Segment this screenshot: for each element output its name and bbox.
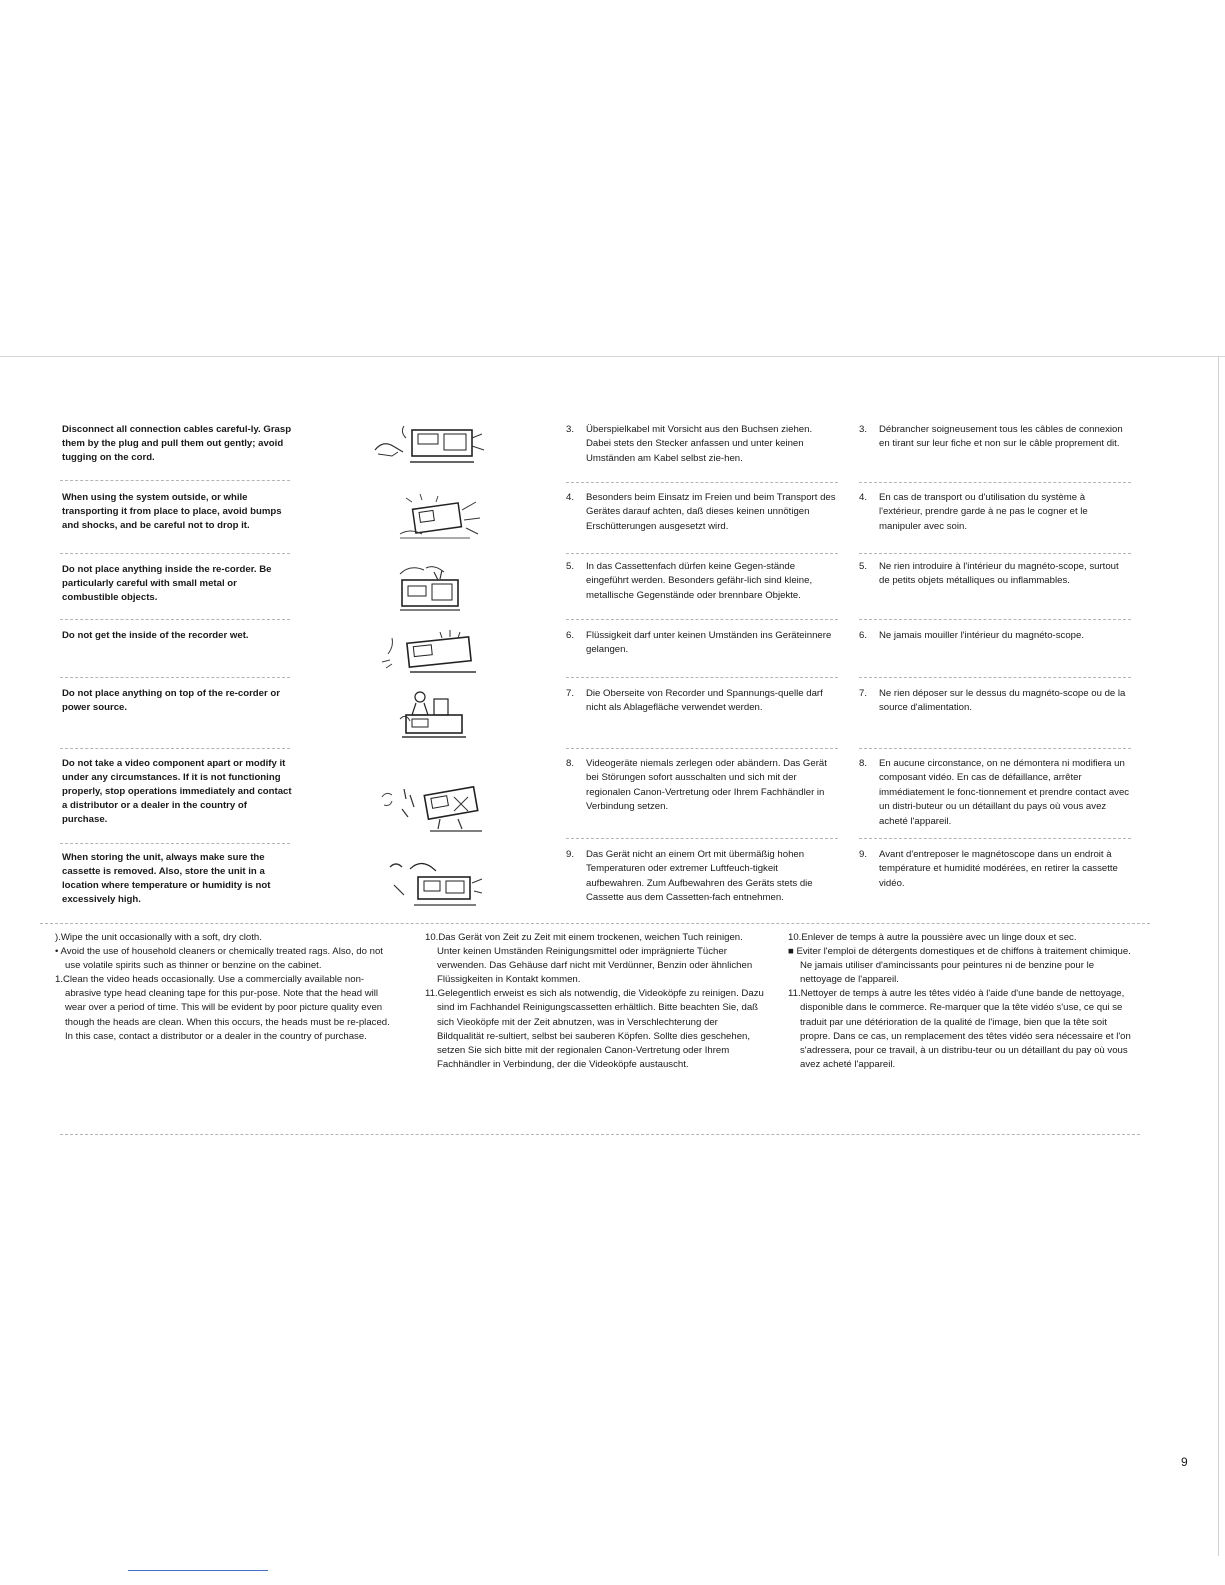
french-care-10: 10.Enlever de temps à autre la poussière avec un linge doux et sec.: [788, 932, 1077, 943]
german-care-11: 11.Gelegentlich erweist es sich als notwendig, die Videoköpfe zu reinigen. Dazu sind im Fachhandel Reinigungscassetten erhältlich. Bitte beachten Sie, daß sich Vieoköpfe mit der Zeit abnutzen, was in Verschlechterung der Bildqualität re-sultiert, selbst bei sauberen Köpfen. Sollte dies geschehen, setzen Sie sich bitte mit der regionalen Canon-Vertretung oder Ihrem Fachhändler in Verbindung, der die Videoköpfe austauscht.: [425, 988, 764, 1070]
storage-icon: [370, 857, 500, 912]
objects-on-top-icon: [370, 685, 500, 740]
english-item-7: When storing the unit, always make sure the cassette is removed. Also, store the unit in a location where temperature or humidity is not excessively high.: [62, 852, 271, 905]
german-item-8: 8. Videogeräte niemals zerlegen oder abändern. Das Gerät bei Störungen sofort ausschalten und sich mit der regionalen Canon-Vertretung oder Ihrem Fachhändler in Verbindung setzen.: [566, 758, 827, 813]
disassembly-icon: [370, 777, 500, 837]
french-item-6: 6. Ne jamais mouiller l'intérieur du magnéto-scope.: [859, 630, 1084, 641]
french-item-7: 7. Ne rien déposer sur le dessus du magnéto-scope ou de la source d'alimentation.: [859, 688, 1126, 714]
german-care-section: [425, 931, 767, 1072]
german-item-9: 9. Das Gerät nicht an einem Ort mit übermäßig hohen Temperaturen oder extremer Luftfeuch-tigkeit aufbewahren. Zum Aufbewahren des Geräts stets die Cassette aus dem Cassetten-fach entnehmen.: [566, 849, 813, 904]
english-item-6: Do not take a video component apart or modify it under any circumstances. If it is not functioning properly, stop operations immediately and contact a distributor or a dealer in the country of purchase.: [62, 758, 292, 825]
german-item-7: 7. Die Oberseite von Recorder und Spannungs-quelle darf nicht als Ablagefläche verwendet werden.: [566, 688, 823, 714]
water-splash-icon: [370, 628, 500, 678]
french-item-9: 9. Avant d'entreposer le magnétoscope dans un endroit à température et humidité modérées, en retirer la cassette vidéo.: [859, 849, 1118, 889]
german-item-6: 6. Flüssigkeit darf unter keinen Umständen ins Geräteinnere gelangen.: [566, 630, 832, 656]
bottom-rule: [128, 1570, 268, 1571]
page-number: 9: [1181, 1455, 1188, 1469]
english-item-4: Do not get the inside of the recorder wet.: [62, 630, 249, 641]
top-rule: [0, 356, 1225, 357]
french-item-4: 4. En cas de transport ou d'utilisation du système à l'extérieur, prendre garde à ne pas le cogner et le manipuler avec soin.: [859, 492, 1088, 532]
french-item-5: 5. Ne rien introduire à l'intérieur du magnéto-scope, surtout de petits objets métalliques ou inflammables.: [859, 561, 1119, 587]
french-care-bullet: ■ Eviter l'emploi de détergents domestiques et de chiffons à traitement chimique. Ne jamais utiliser d'amincissants pour peintures ni de benzine pour le nettoyage de l'appareil.: [788, 946, 1131, 986]
shock-drop-icon: [370, 490, 500, 545]
right-edge-rule: [1218, 356, 1219, 1556]
english-item-3: Do not place anything inside the re-corder. Be particularly careful with small metal or combustible objects.: [62, 564, 272, 603]
french-item-8: 8. En aucune circonstance, on ne démontera ni modifiera un composant vidéo. En cas de défaillance, arrêter immédiatement le fonc-tionnement et prendre contact avec un distri-buteur ou un détaillant du pays où vous avez acheté l'appareil.: [859, 758, 1130, 827]
german-item-3: 3. Überspielkabel mit Vorsicht aus den Buchsen ziehen. Dabei stets den Stecker anfassen und unter keinen Umständen am Kabel selbst zie-hen.: [566, 424, 813, 464]
english-item-1: Disconnect all connection cables careful-ly. Grasp them by the plug and pull them out gently; avoid tugging on the cord.: [62, 424, 292, 463]
english-care-1: ).Wipe the unit occasionally with a soft, dry cloth.: [55, 932, 262, 943]
english-item-2: When using the system outside, or while transporting it from place to place, avoid bumps and shocks, and be careful not to drop it.: [62, 492, 282, 531]
german-care-10: 10.Das Gerät von Zeit zu Zeit mit einem trockenen, weichen Tuch reinigen. Unter keinen Umständen Reinigungsmittel oder imprägnierte Tücher verwenden. Das Gehäuse darf nicht mit Verdünner, Benzin oder ähnlichen Flüssigkeiten in Kontakt kommen.: [425, 932, 753, 986]
foreign-object-icon: [370, 560, 500, 615]
english-item-5: Do not place anything on top of the re-corder or power source.: [62, 688, 280, 713]
unplug-cable-icon: [370, 420, 500, 470]
english-care-2: 1.Clean the video heads occasionally. Use a commercially available non-abrasive type head cleaning tape for this pur-pose. Note that the head will wear over a period of time. This will be evident by poor picture quality even though the heads are clean. When this occurs, the heads must be re-placed. In this case, contact a distributor or a dealer in the country of purchase.: [55, 974, 390, 1042]
english-care-bullet: • Avoid the use of household cleaners or chemically treated rags. Also, do not use volatile spirits such as thinner or benzine on the cabinet.: [55, 946, 383, 972]
german-item-4: 4. Besonders beim Einsatz im Freien und beim Transport des Gerätes darauf achten, daß dieses keinen unnötigen Erschütterungen ausgesetzt wird.: [566, 492, 836, 532]
english-care-section: [55, 931, 395, 1044]
french-care-section: [788, 931, 1138, 1072]
french-care-11: 11.Nettoyer de temps à autre les têtes vidéo à l'aide d'une bande de nettoyage, disponible dans le commerce. Re-marquer que la tête vidéo s'use, ce qui se traduit par une détérioration de la qualité de l'image, bien que la tête soit propre. Dans ce cas, un remplacement des têtes vidéo sera nécessaire et l'on s'adressera, pour ce travail, à un distribu-teur ou un détaillant du pay où vous avez acheté l'appareil.: [788, 988, 1131, 1070]
german-item-5: 5. In das Cassettenfach dürfen keine Gegen-stände eingeführt werden. Besonders gefähr-lich sind kleine, metallische Gegenstände oder brennbare Objekte.: [566, 561, 813, 601]
french-item-3: 3. Débrancher soigneusement tous les câbles de connexion en tirant sur leur fiche et non sur le câble proprement dit.: [859, 424, 1123, 450]
